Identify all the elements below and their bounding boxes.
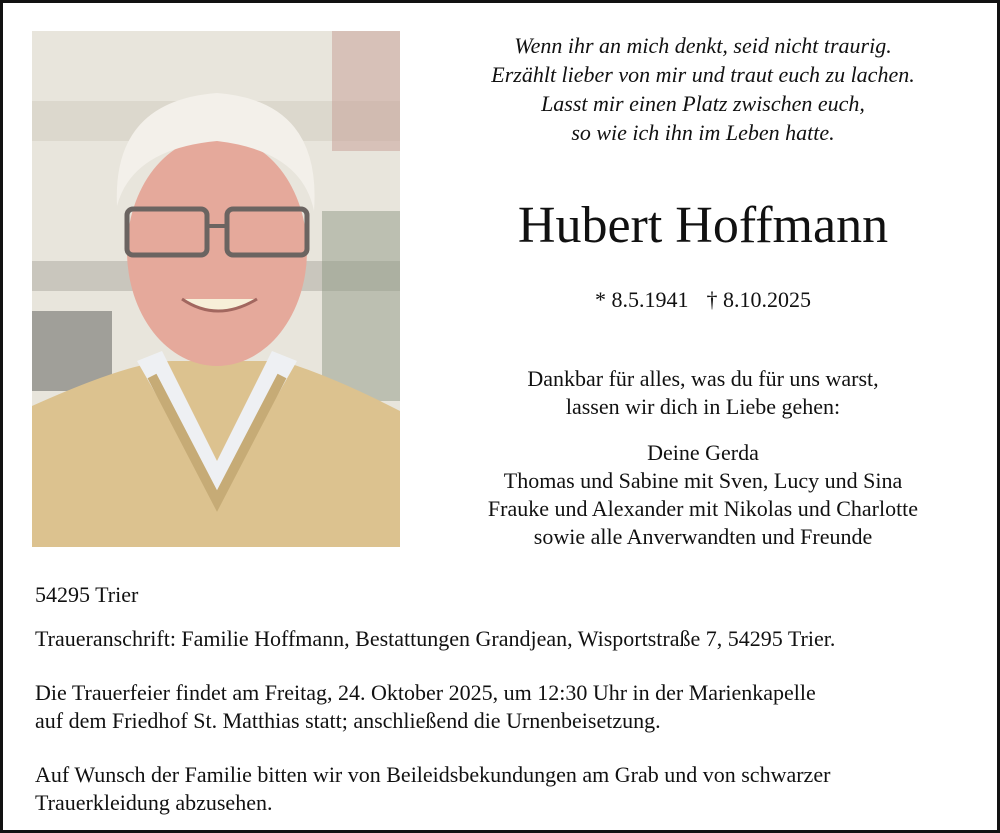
verse-line: Wenn ihr an mich denkt, seid nicht traurig. (514, 33, 892, 58)
ceremony-info (35, 679, 985, 735)
location: 54295 Trier (35, 582, 139, 607)
death-date: † 8.10.2025 (706, 287, 811, 312)
verse-line: Lasst mir einen Platz zwischen euch, (541, 91, 865, 116)
verse-line: Erzählt lieber von mir und traut euch zu lachen. (491, 62, 915, 87)
mourners-list (433, 439, 973, 551)
deceased-name: Hubert Hoffmann (517, 197, 889, 254)
thanks-line: Dankbar für alles, was du für uns warst, (527, 366, 879, 391)
memorial-verse (433, 31, 973, 147)
mourner: sowie alle Anverwandten und Freunde (533, 524, 873, 549)
mourning-address: Traueranschrift: Familie Hoffmann, Bestattungen Grandjean, Wisportstraße 7, 54295 Trier. (35, 626, 836, 651)
ceremony-line: auf dem Friedhof St. Matthias statt; anschließend die Urnenbeisetzung. (35, 708, 661, 733)
birth-date: * 8.5.1941 (595, 287, 689, 312)
request-line: Auf Wunsch der Familie bitten wir von Beileidsbekundungen am Grab und von schwarzer (35, 762, 831, 787)
mourner: Thomas und Sabine mit Sven, Lucy und Sina (503, 468, 903, 493)
thanks-text (433, 365, 973, 421)
portrait-illustration (32, 31, 400, 547)
mourner: Frauke und Alexander mit Nikolas und Charlotte (487, 496, 919, 521)
thanks-line: lassen wir dich in Liebe gehen: (565, 394, 841, 419)
family-request (35, 761, 985, 817)
portrait-photo (32, 31, 400, 547)
life-dates (433, 286, 973, 314)
mourner: Deine Gerda (647, 440, 759, 465)
ceremony-line: Die Trauerfeier findet am Freitag, 24. Oktober 2025, um 12:30 Uhr in der Marienkapelle (35, 680, 816, 705)
verse-line: so wie ich ihn im Leben hatte. (571, 120, 835, 145)
request-line: Trauerkleidung abzusehen. (35, 790, 273, 815)
